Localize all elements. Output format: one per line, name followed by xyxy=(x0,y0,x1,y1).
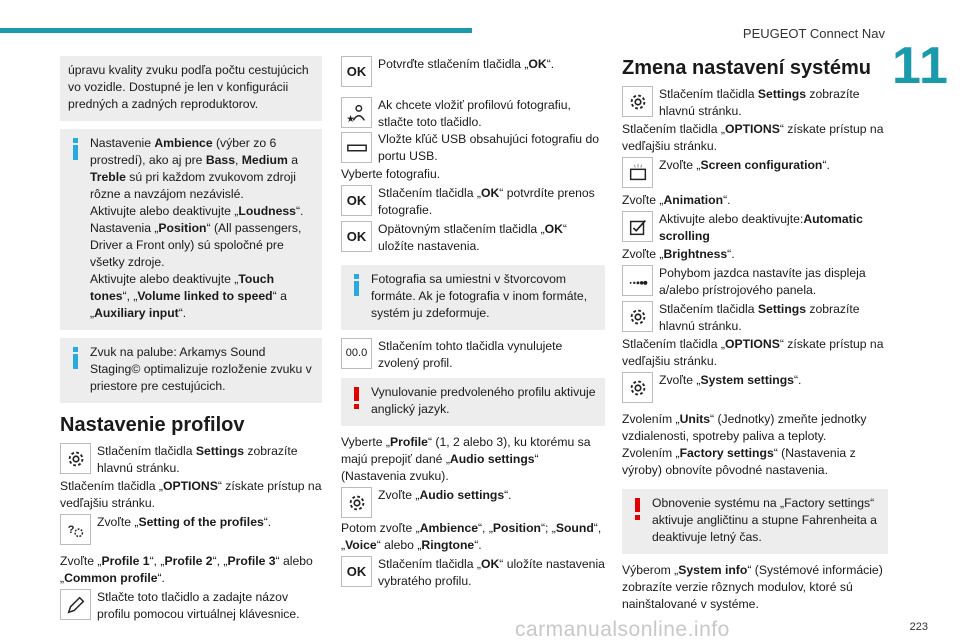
step-settings xyxy=(622,86,888,120)
step-reset xyxy=(341,338,605,372)
warning-box-reset xyxy=(341,378,605,426)
ok-button-icon: OK xyxy=(341,185,372,216)
body-text: Zvoľte „Profile 1“, „Profile 2“, „Profile 3“ alebo „Common profile“. xyxy=(60,554,313,585)
step-text: Stlačte toto tlačidlo a zadajte názov profilu pomocou virtuálnej klávesnice. xyxy=(97,590,300,621)
sound-quality-note xyxy=(60,56,322,121)
step-photo xyxy=(341,97,605,165)
step-text: Pohybom jazdca nastavíte jas displeja a/alebo prístrojového panela. xyxy=(659,266,866,297)
body-text: Zvoľte „Animation“. xyxy=(622,193,731,207)
step-settings xyxy=(60,443,322,477)
section-heading-system: Zmena nastavení systému xyxy=(622,57,871,79)
reset-counter-icon: 00.0 xyxy=(341,338,372,369)
info-box-audio-settings xyxy=(60,129,322,330)
warning-icon xyxy=(351,387,363,409)
watermark: carmanualsonline.info xyxy=(515,618,730,640)
step-text: Zvoľte „Audio settings“. xyxy=(378,488,512,502)
ok-button-icon: OK xyxy=(341,56,372,87)
info-icon xyxy=(70,347,82,369)
manual-title: PEUGEOT Connect Nav xyxy=(742,26,885,41)
section-heading-profiles: Nastavenie profilov xyxy=(60,414,245,436)
step-text: Stlačením tohto tlačidla vynulujete zvolený profil. xyxy=(378,339,563,370)
body-text: Vyberte fotografiu. xyxy=(341,167,441,181)
step-text: Stlačením tlačidla Settings zobrazíte hlavnú stránku. xyxy=(659,302,860,333)
pencil-icon xyxy=(60,589,91,620)
svg-text:?: ? xyxy=(67,523,74,536)
step-text: Aktivujte alebo deaktivujte:Automatic scrolling xyxy=(659,212,863,243)
step-edit-name xyxy=(60,589,322,623)
header-accent-bar xyxy=(0,28,472,33)
step-confirm xyxy=(341,56,605,87)
info-text: Zvuk na palube: Arkamys Sound Staging© optimalizuje rozloženie zvuku v priestore pre cestujúcich. xyxy=(90,345,312,393)
body-text: Stlačením tlačidla „OPTIONS“ získate prístup na vedľajšiu stránku. xyxy=(622,337,884,368)
chapter-number: 11 xyxy=(892,37,949,95)
step-text: Opätovným stlačením tlačidla „OK“ uložíte nastavenia. xyxy=(378,222,567,253)
step-text: Zvoľte „System settings“. xyxy=(659,373,802,387)
step-text: Stlačením tlačidla „OK“ uložíte nastavenia vybratého profilu. xyxy=(378,557,605,588)
warning-text: Obnovenie systému na „Factory settings“ aktivuje angličtinu a stupne Fahrenheita a deaktivuje letný čas. xyxy=(652,496,877,544)
body-text: Potom zvoľte „Ambience“, „Position“; „Sound“, „Voice“ alebo „Ringtone“. xyxy=(341,521,602,552)
warning-text: Vynulovanie predvoleného profilu aktivuje anglický jazyk. xyxy=(371,385,596,416)
step-text: Stlačením tlačidla Settings zobrazíte hlavnú stránku. xyxy=(97,444,298,475)
gear-icon xyxy=(622,301,653,332)
step-text: Zvoľte „Setting of the profiles“. xyxy=(97,515,272,529)
step-text: Zvoľte „Screen configuration“. xyxy=(659,158,830,172)
body-text: Stlačením tlačidla „OPTIONS“ získate prístup na vedľajšiu stránku. xyxy=(622,122,884,153)
usb-icon xyxy=(341,132,372,163)
step-text: Stlačením tlačidla „OK“ potvrdíte prenos fotografie. xyxy=(378,186,595,217)
info-box-photo-format xyxy=(341,265,605,330)
step-settings-2 xyxy=(622,301,888,335)
info-icon xyxy=(351,274,363,296)
profile-settings-icon xyxy=(60,514,91,545)
profile-photo-icon xyxy=(341,97,372,128)
gear-icon xyxy=(622,86,653,117)
step-save xyxy=(341,221,605,255)
body-text: Stlačením tlačidla „OPTIONS“ získate prístup na vedľajšiu stránku. xyxy=(60,479,322,510)
step-brightness-slider xyxy=(622,265,888,299)
ok-button-icon: OK xyxy=(341,556,372,587)
gear-icon xyxy=(60,443,91,474)
step-text: Stlačením tlačidla Settings zobrazíte hlavnú stránku. xyxy=(659,87,860,118)
step-text: Ak chcete vložiť profilovú fotografiu, stlačte toto tlačidlo. Vložte kľúč USB obsahujúci fotografiu do portu USB. xyxy=(378,98,600,163)
screen-brightness-icon xyxy=(622,157,653,188)
step-profiles xyxy=(60,514,322,545)
page-number: 223 xyxy=(909,621,928,633)
gear-icon xyxy=(622,372,653,403)
body-text: Vyberte „Profile“ (1, 2 alebo 3), ku ktorému sa majú prepojiť dané „Audio settings“ (Nastavenia zvuku). xyxy=(341,435,591,483)
step-save-profile xyxy=(341,556,605,590)
info-text: Nastavenie Ambience (výber zo 6 prostredí), ako aj pre Bass, Medium a Treble sú pri každom zvukovom zdroji rôzne a navzájom nezávislé. Aktivujte alebo deaktivujte „Loudness“. Nastavenia „Position“ (All passengers, Driver a Front only) sú spoločné pre všetky zdroje. Aktivujte alebo deaktivujte „Touch tones“, „Volume linked to speed“ a „Auxiliary input“. xyxy=(90,136,304,320)
step-animation-toggle xyxy=(622,211,888,245)
column-2 xyxy=(341,56,605,591)
body-text: Výberom „System info“ (Systémové informácie) zobrazíte verzie rôznych modulov, ktoré sú nainštalované v systéme. xyxy=(622,563,883,611)
info-box-arkamys xyxy=(60,338,322,403)
body-text: Zvolením „Factory settings“ (Nastavenia z výroby) obnovíte pôvodné nastavenia. xyxy=(622,446,856,477)
step-confirm-photo xyxy=(341,185,605,219)
column-1 xyxy=(60,56,322,624)
step-audio-settings xyxy=(341,487,605,518)
slider-icon xyxy=(622,265,653,296)
checkbox-icon xyxy=(622,211,653,242)
warning-box-factory xyxy=(622,489,888,554)
body-text: Zvolením „Units“ (Jednotky) zmeňte jednotky vzdialenosti, spotreby paliva a teploty. xyxy=(622,412,867,443)
gear-icon xyxy=(341,487,372,518)
step-screen-config xyxy=(622,157,888,188)
note-text: úpravu kvality zvuku podľa počtu cestujúcich vo vozidle. Dostupné je len v konfigurácii predných a zadných reproduktorov. xyxy=(68,63,309,111)
column-3 xyxy=(622,56,888,613)
ok-button-icon: OK xyxy=(341,221,372,252)
info-icon xyxy=(70,138,82,160)
step-system-settings xyxy=(622,372,888,403)
step-text: Potvrďte stlačením tlačidla „OK“. xyxy=(378,57,555,71)
info-text: Fotografia sa umiestni v štvorcovom formáte. Ak je fotografia v inom formáte, systém ju zdeformuje. xyxy=(371,272,588,320)
body-text: Zvoľte „Brightness“. xyxy=(622,247,735,261)
warning-icon xyxy=(632,498,644,520)
